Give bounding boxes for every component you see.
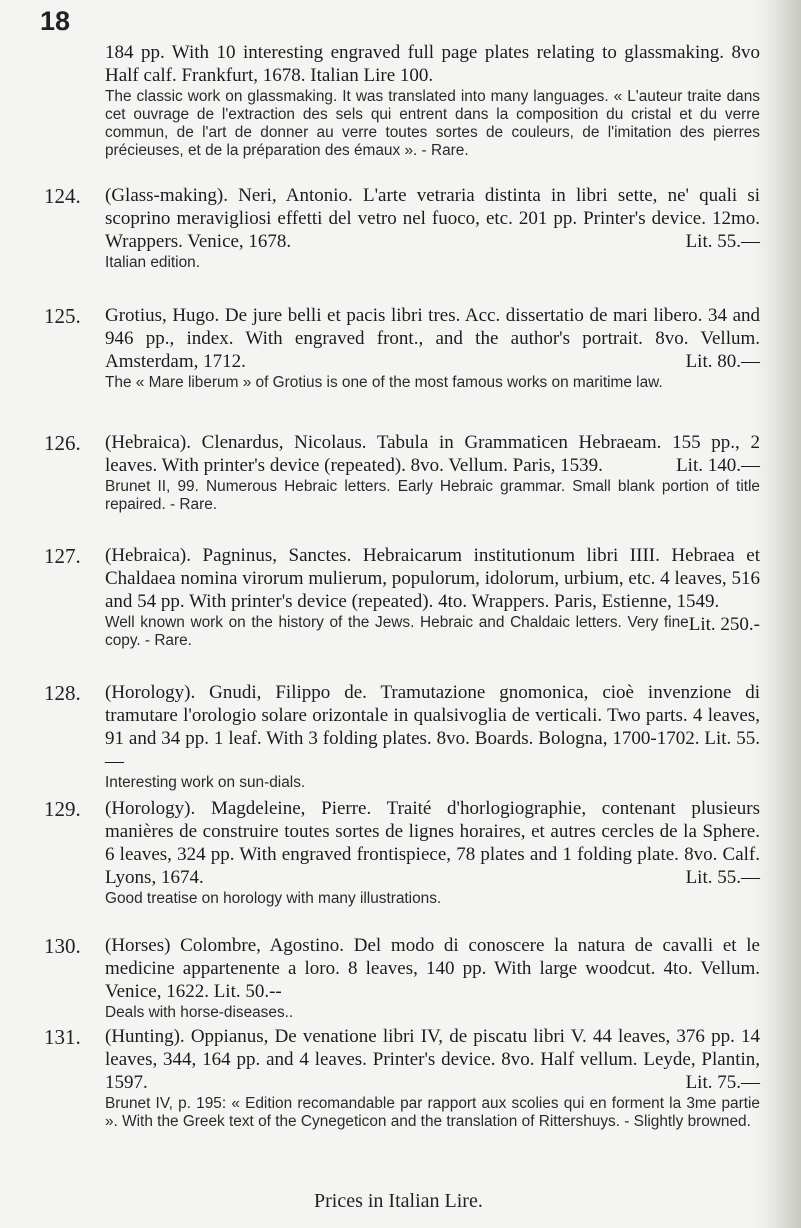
- catalogue-entry-125: [0, 304, 760, 392]
- entry-number: 126.: [44, 431, 81, 455]
- entry-note: Brunet IV, p. 195: « Edition recomandable par rapport aux scolies qui en forment la 3me partie ». With the Greek text of the Cynegeticon and the translation of Rittershuys. - Slightly browned.: [105, 1095, 760, 1130]
- page-edge-shadow: [755, 0, 801, 1228]
- entry-note: Good treatise on horology with many illustrations.: [105, 890, 442, 907]
- entry-number: 124.: [44, 184, 81, 208]
- entry-main-text: (Horology). Gnudi, Filippo de. Tramutazione gnomonica, cioè invenzione di tramutare l'orologio solare orizontale in qualsivoglia de verticali. Two parts. 4 leaves, 91 and 34 pp. 1 leaf. With 3 folding plates. 8vo. Boards. Bologna, 1700-1702. Lit. 55.—: [105, 682, 760, 772]
- entry-note: The classic work on glassmaking. It was translated into many languages. « L'auteur traite dans cet ouvrage de l'extraction des sels qui entrent dans la composition du cristal et du verre commun, de l'art de donner au verre toutes sortes de couleurs, de l'imitation des pierres précieuses, et de la préparation des émaux ». - Rare.: [105, 88, 760, 159]
- entry-price: Lit. 80.—: [685, 351, 760, 372]
- entry-number: 127.: [44, 544, 81, 568]
- entry-number: 128.: [44, 681, 81, 705]
- catalogue-entry-126: [0, 431, 760, 514]
- catalogue-entry-130: [0, 934, 760, 1022]
- entry-price: Lit. 140.—: [676, 455, 760, 476]
- prices-footer-note: Prices in Italian Lire.: [314, 1190, 483, 1212]
- entry-price: Lit. 55.—: [685, 867, 760, 888]
- entry-note: Brunet II, 99. Numerous Hebraic letters. Early Hebraic grammar. Small blank portion of title repaired. - Rare.: [105, 478, 760, 513]
- entry-note: Well known work on the history of the Jews. Hebraic and Chaldaic letters. Very fine copy. - Rare.: [105, 614, 689, 649]
- catalogue-entry-128: [0, 681, 760, 792]
- entry-main-text: (Horology). Magdeleine, Pierre. Traité d'horlogiographie, contenant plusieurs manières de construire toutes sortes de lignes horaires, et autres cercles de la Sphere. 6 leaves, 324 pp. With engraved frontispiece, 78 plates and 1 folding plate. 8vo. Calf. Lyons, 1674. Lit. 55.—: [105, 798, 760, 888]
- entry-note: Italian edition.: [105, 254, 200, 271]
- catalogue-entry-127: [0, 544, 760, 650]
- entry-number: 130.: [44, 934, 81, 958]
- entry-price: Lit. 75.—: [685, 1072, 760, 1093]
- catalogue-entry-124: [0, 184, 760, 272]
- entry-note: Deals with horse-diseases..: [105, 1004, 294, 1021]
- entry-price: Lit. 55.—: [685, 231, 760, 252]
- entry-note: Interesting work on sun-dials.: [105, 774, 306, 791]
- entry-main-text: 184 pp. With 10 interesting engraved full page plates relating to glassmaking. 8vo Half calf. Frankfurt, 1678. Italian Lire 100.: [105, 42, 760, 86]
- catalogue-entry-131: [0, 1025, 760, 1131]
- entry-main-text: (Horses) Colombre, Agostino. Del modo di conoscere la natura de cavalli et le medicine appartenente a loro. 8 leaves, 140 pp. With large woodcut. 4to. Vellum. Venice, 1622. Lit. 50.--: [105, 935, 760, 1002]
- entry-price: Lit. 250.-: [688, 614, 760, 635]
- entry-main-text: (Hunting). Oppianus, De venatione libri IV, de piscatu libri V. 44 leaves, 376 pp. 14 leaves, 344, 164 pp. and 4 leaves. Printer's device. 8vo. Half vellum. Leyde, Plantin, 1597. Lit. 75.—: [105, 1026, 760, 1093]
- entry-number: 125.: [44, 304, 81, 328]
- entry-main-text: (Glass-making). Neri, Antonio. L'arte vetraria distinta in libri sette, ne' quali si scoprino meravigliosi effetti del vetro nel fuoco, etc. 201 pp. Printer's device. 12mo. Wrappers. Venice, 1678. Lit. 55.—: [105, 185, 760, 252]
- entry-note: The « Mare liberum » of Grotius is one of the most famous works on maritime law.: [105, 374, 663, 391]
- catalogue-entry-129: [0, 797, 760, 908]
- entry-main-text: (Hebraica). Pagninus, Sanctes. Hebraicarum institutionum libri IIII. Hebraea et Chaldaea nomina virorum mulierum, populorum, idolorum, urbium, etc. 4 leaves, 516 and 54 pp. With printer's device (repeated). 4to. Wrappers. Paris, Estienne, 1549. Lit. 250.-: [105, 545, 760, 635]
- entry-number: 129.: [44, 797, 81, 821]
- page-number: 18: [40, 6, 71, 36]
- entry-number: 131.: [44, 1025, 81, 1049]
- entry-main-text: (Hebraica). Clenardus, Nicolaus. Tabula in Grammaticen Hebraeam. 155 pp., 2 leaves. With printer's device (repeated). 8vo. Vellum. Paris, 1539. Lit. 140.—: [105, 432, 760, 476]
- entry-main-text: Grotius, Hugo. De jure belli et pacis libri tres. Acc. dissertatio de mari libero. 34 and 946 pp., index. With engraved front., and the author's portrait. 8vo. Vellum. Amsterdam, 1712. Lit. 80.—: [105, 305, 760, 372]
- catalogue-entry-continued: [0, 41, 760, 160]
